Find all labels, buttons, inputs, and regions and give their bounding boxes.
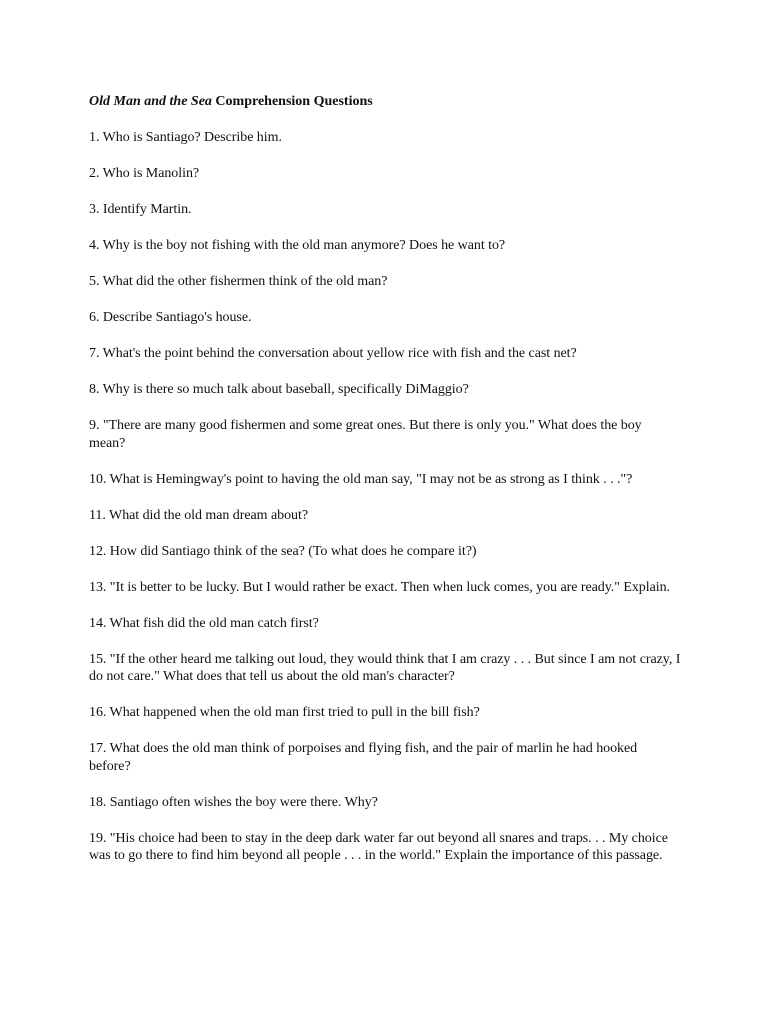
question-2: 2. Who is Manolin? <box>89 166 200 181</box>
question-6: 6. Describe Santiago's house. <box>89 310 252 325</box>
question-15: 15. "If the other heard me talking out loud, they would think that I am crazy . . . But since I am not crazy, I do not care." What does that tell us about the old man's character? <box>89 651 681 684</box>
question-17: 17. What does the old man think of porpoises and flying fish, and the pair of marlin he had hooked before? <box>89 741 638 774</box>
question-13: 13. "It is better to be lucky. But I would rather be exact. Then when luck comes, you are ready." Explain. <box>89 579 670 595</box>
question-19: 19. "His choice had been to stay in the deep dark water far out beyond all snares and traps. . . My choice was to go there to find him beyond all people . . . in the world." Explain the importance of this passage. <box>89 830 668 863</box>
question-10: 10. What is Hemingway's point to having the old man say, "I may not be as strong as I think . . ."? <box>89 471 633 487</box>
document-body <box>89 93 681 883</box>
title-book-name: Old Man and the Sea <box>89 94 212 109</box>
question-3: 3. Identify Martin. <box>89 202 192 217</box>
question-5: 5. What did the other fishermen think of the old man? <box>89 274 388 289</box>
document-title <box>89 93 681 110</box>
question-9: 9. "There are many good fishermen and some great ones. But there is only you." What does the boy mean? <box>89 418 642 451</box>
question-16: 16. What happened when the old man first tried to pull in the bill fish? <box>89 705 480 720</box>
question-14: 14. What fish did the old man catch first? <box>89 615 319 631</box>
question-7: 7. What's the point behind the conversation about yellow rice with fish and the cast net? <box>89 346 577 361</box>
question-8: 8. Why is there so much talk about baseball, specifically DiMaggio? <box>89 382 469 397</box>
question-18: 18. Santiago often wishes the boy were there. Why? <box>89 794 378 810</box>
question-1: 1. Who is Santiago? Describe him. <box>89 130 282 145</box>
title-suffix: Comprehension Questions <box>211 94 373 109</box>
question-4: 4. Why is the boy not fishing with the old man anymore? Does he want to? <box>89 238 506 253</box>
question-11: 11. What did the old man dream about? <box>89 507 308 523</box>
question-12: 12. How did Santiago think of the sea? (To what does he compare it?) <box>89 543 477 559</box>
